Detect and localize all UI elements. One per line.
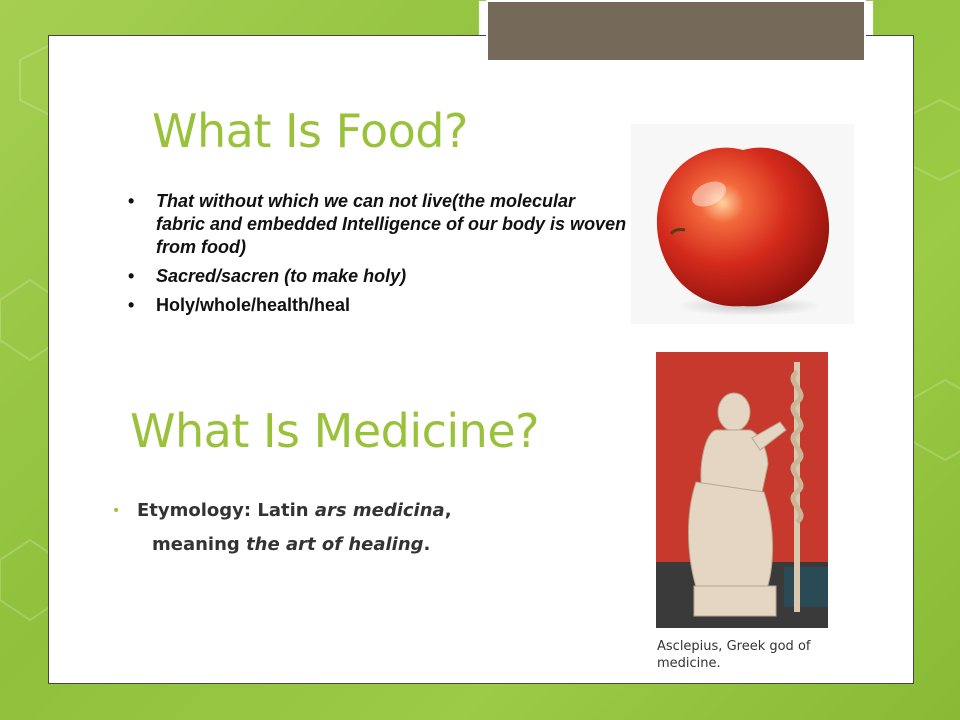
medicine-bullet-list bbox=[112, 494, 592, 562]
medicine-title: What Is Medicine? bbox=[130, 404, 540, 458]
food-bullet-1: • That without which we can not live(the molecular fabric and embedded Intelligence of our body is woven from food) bbox=[128, 190, 628, 259]
medicine-bullet bbox=[112, 494, 592, 562]
meaning-line bbox=[137, 528, 592, 562]
asclepius-statue-image bbox=[656, 352, 828, 628]
food-title: What Is Food? bbox=[152, 104, 468, 158]
statue-caption: Asclepius, Greek god of medicine. bbox=[657, 639, 811, 671]
etymology-label: Etymology bbox=[137, 500, 244, 521]
apple-image bbox=[631, 124, 854, 324]
meaning-text: the art of healing bbox=[246, 534, 424, 555]
latin-term: ars medicina bbox=[314, 500, 445, 521]
comma: , bbox=[444, 500, 452, 521]
food-bullet-list bbox=[128, 190, 628, 323]
meaning-period: . bbox=[423, 534, 431, 555]
food-bullet-2: • Sacred/sacren (to make holy) bbox=[128, 265, 628, 288]
meaning-word: meaning bbox=[152, 534, 247, 555]
top-tab-block bbox=[486, 0, 866, 62]
food-bullet-3: • Holy/whole/health/heal bbox=[128, 294, 628, 317]
etymology-latin-prefix: : Latin bbox=[243, 500, 315, 521]
